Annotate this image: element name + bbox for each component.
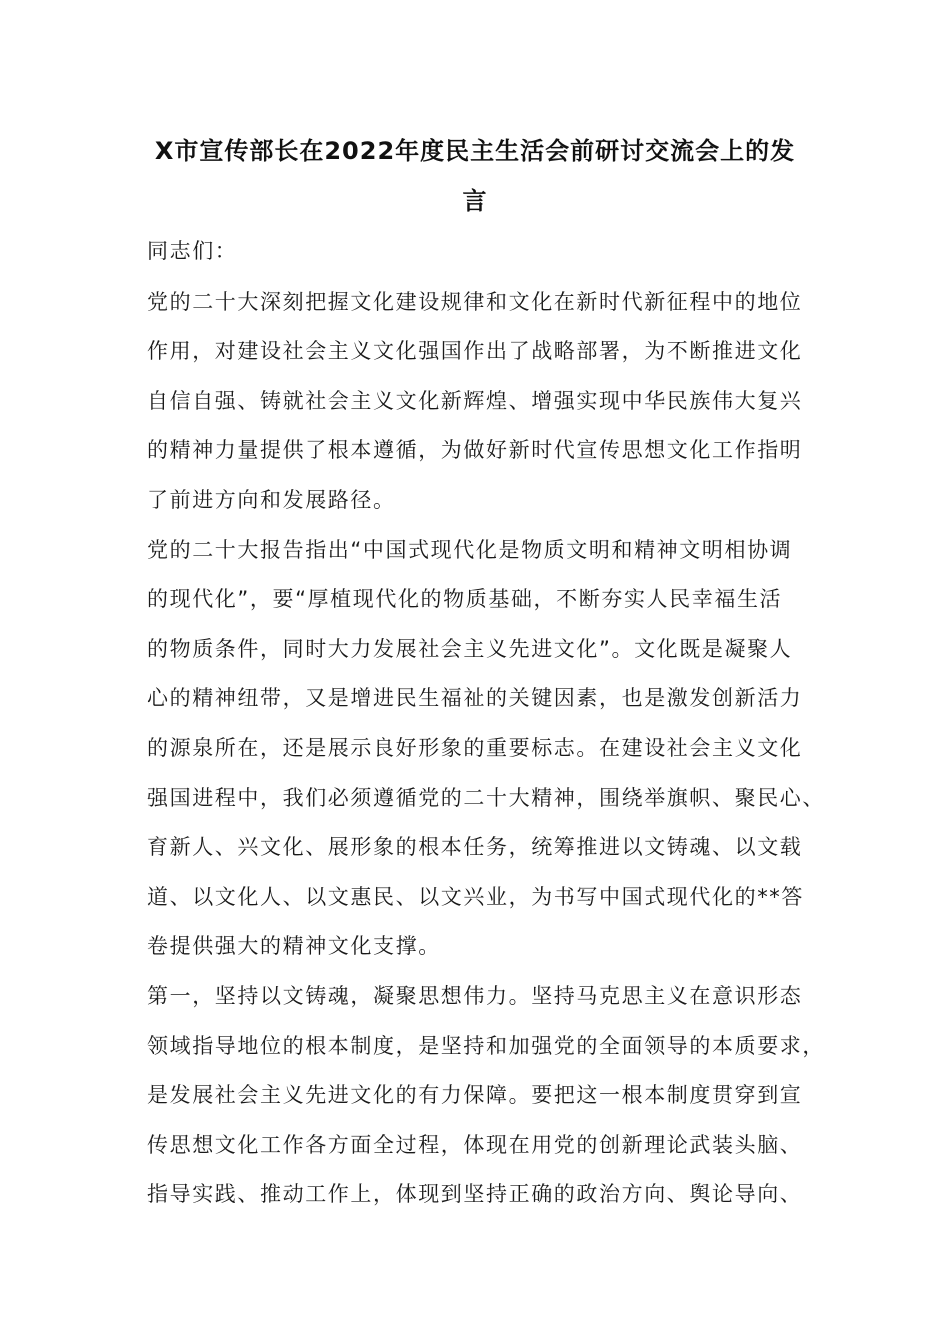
body-line: 党的二十大报告指出“中国式现代化是物质文明和精神文明相协调 (147, 538, 793, 562)
body-line: 作用，对建设社会主义文化强国作出了战略部署，为不断推进文化 (147, 339, 803, 363)
body-line: 道、以文化人、以文惠民、以文兴业，为书写中国式现代化的**答 (147, 885, 804, 909)
salutation: 同志们： (147, 239, 238, 263)
body-line: 的现代化”，要“厚植现代化的物质基础，不断夯实人民幸福生活 (147, 587, 783, 611)
body-line: 育新人、兴文化、展形象的根本任务，统筹推进以文铸魂、以文载 (147, 835, 803, 859)
body-line: 的精神力量提供了根本遵循，为做好新时代宣传思想文化工作指明 (147, 438, 803, 462)
body-line: 卷提供强大的精神文化支撑。 (147, 934, 441, 958)
body-line: 第一，坚持以文铸魂，凝聚思想伟力。坚持马克思主义在意识形态 (147, 984, 803, 1008)
body-line: 了前进方向和发展路径。 (147, 488, 396, 512)
body-line: 的物质条件，同时大力发展社会主义先进文化”。文化既是凝聚人 (147, 637, 793, 661)
body-line: 的源泉所在，还是展示良好形象的重要标志。在建设社会主义文化 (147, 736, 803, 760)
document-title-line-1: X市宣传部长在2022年度民主生活会前研讨交流会上的发 (154, 137, 796, 165)
body-line: 强国进程中，我们必须遵循党的二十大精神，围绕举旗帜、聚民心、 (147, 786, 825, 810)
body-line: 是发展社会主义先进文化的有力保障。要把这一根本制度贯穿到宣 (147, 1083, 803, 1107)
body-line: 自信自强、铸就社会主义文化新辉煌、增强实现中华民族伟大复兴 (147, 389, 803, 413)
body-line: 指导实践、推动工作上，体现到坚持正确的政治方向、舆论导向、 (147, 1182, 803, 1206)
body-line: 传思想文化工作各方面全过程，体现在用党的创新理论武装头脑、 (147, 1133, 803, 1157)
body-line: 心的精神纽带，又是增进民生福祉的关键因素，也是激发创新活力 (147, 686, 803, 710)
document-title-line-2: 言 (462, 187, 488, 215)
body-line: 党的二十大深刻把握文化建设规律和文化在新时代新征程中的地位 (147, 290, 803, 314)
body-line: 领域指导地位的根本制度，是坚持和加强党的全面领导的本质要求， (147, 1034, 825, 1058)
